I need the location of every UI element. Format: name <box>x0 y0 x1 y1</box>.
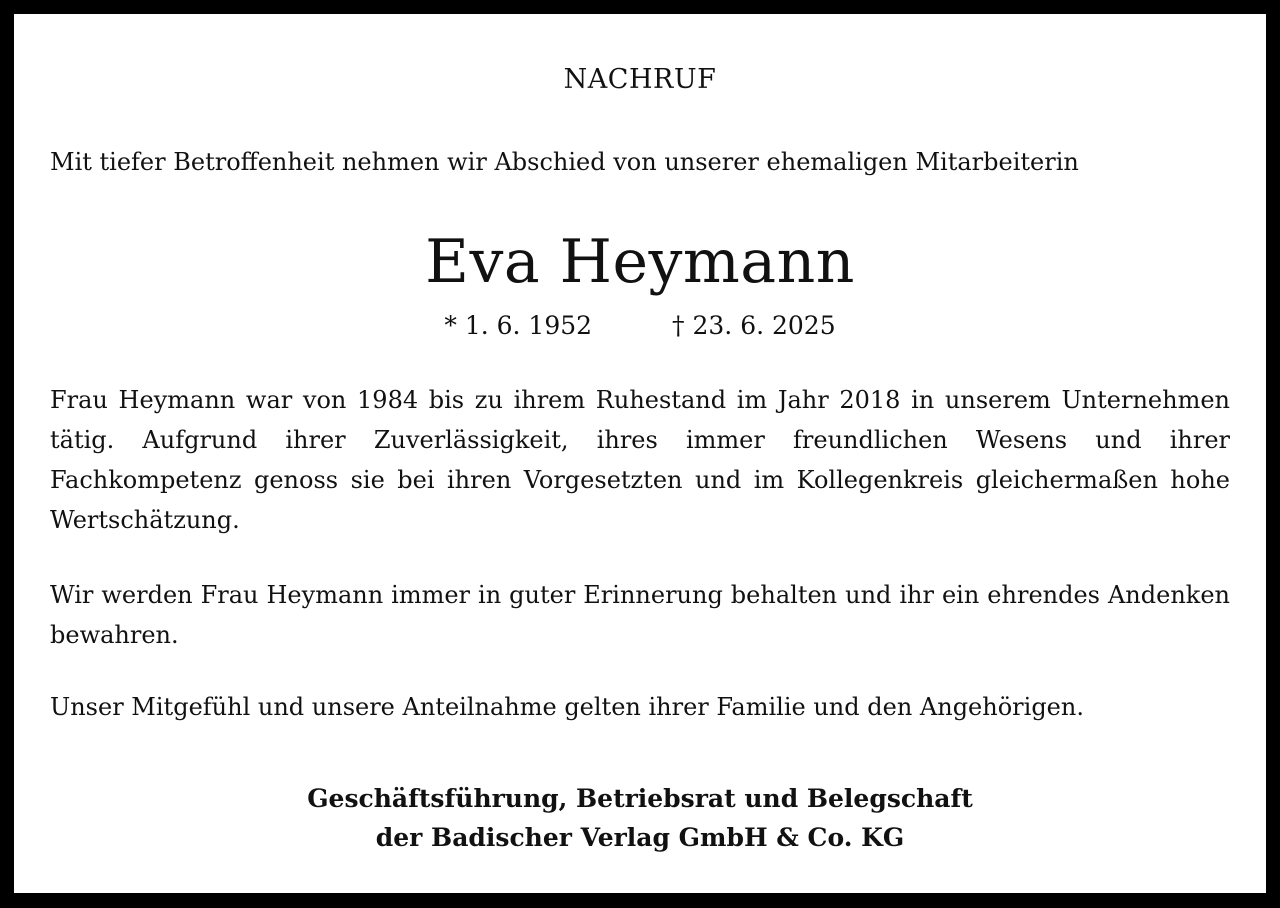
death-date: † 23. 6. 2025 <box>672 311 836 340</box>
obituary-notice <box>14 14 1266 893</box>
signature-line: der Badischer Verlag GmbH & Co. KG <box>375 823 905 852</box>
paragraph-career: Frau Heymann war von 1984 bis zu ihrem Ruhestand im Jahr 2018 in unserem Unternehmen tätig. Aufgrund ihrer Zuverlässigkeit, ihres immer freundlichen Wesens und ihrer Fachkompetenz genoss sie bei ihren Vorgesetzten und im Kollegenkreis gleichermaßen hohe Wertschätzung. <box>50 386 1230 534</box>
intro-text: Mit tiefer Betroffenheit nehmen wir Abschied von unserer ehemaligen Mitarbeiterin <box>50 148 1079 176</box>
deceased-name: Eva Heymann <box>425 227 855 297</box>
notice-heading: NACHRUF <box>563 64 717 95</box>
signature-line: Geschäftsführung, Betriebsrat und Belegschaft <box>307 784 973 813</box>
signature-block <box>14 779 1266 857</box>
paragraph-remembrance: Wir werden Frau Heymann immer in guter Erinnerung behalten und ihr ein ehrendes Andenken bewahren. <box>50 581 1230 649</box>
paragraph-condolence: Unser Mitgefühl und unsere Anteilnahme gelten ihrer Familie und den Angehörigen. <box>50 693 1084 721</box>
life-dates <box>14 313 1266 338</box>
birth-date: * 1. 6. 1952 <box>444 311 593 340</box>
